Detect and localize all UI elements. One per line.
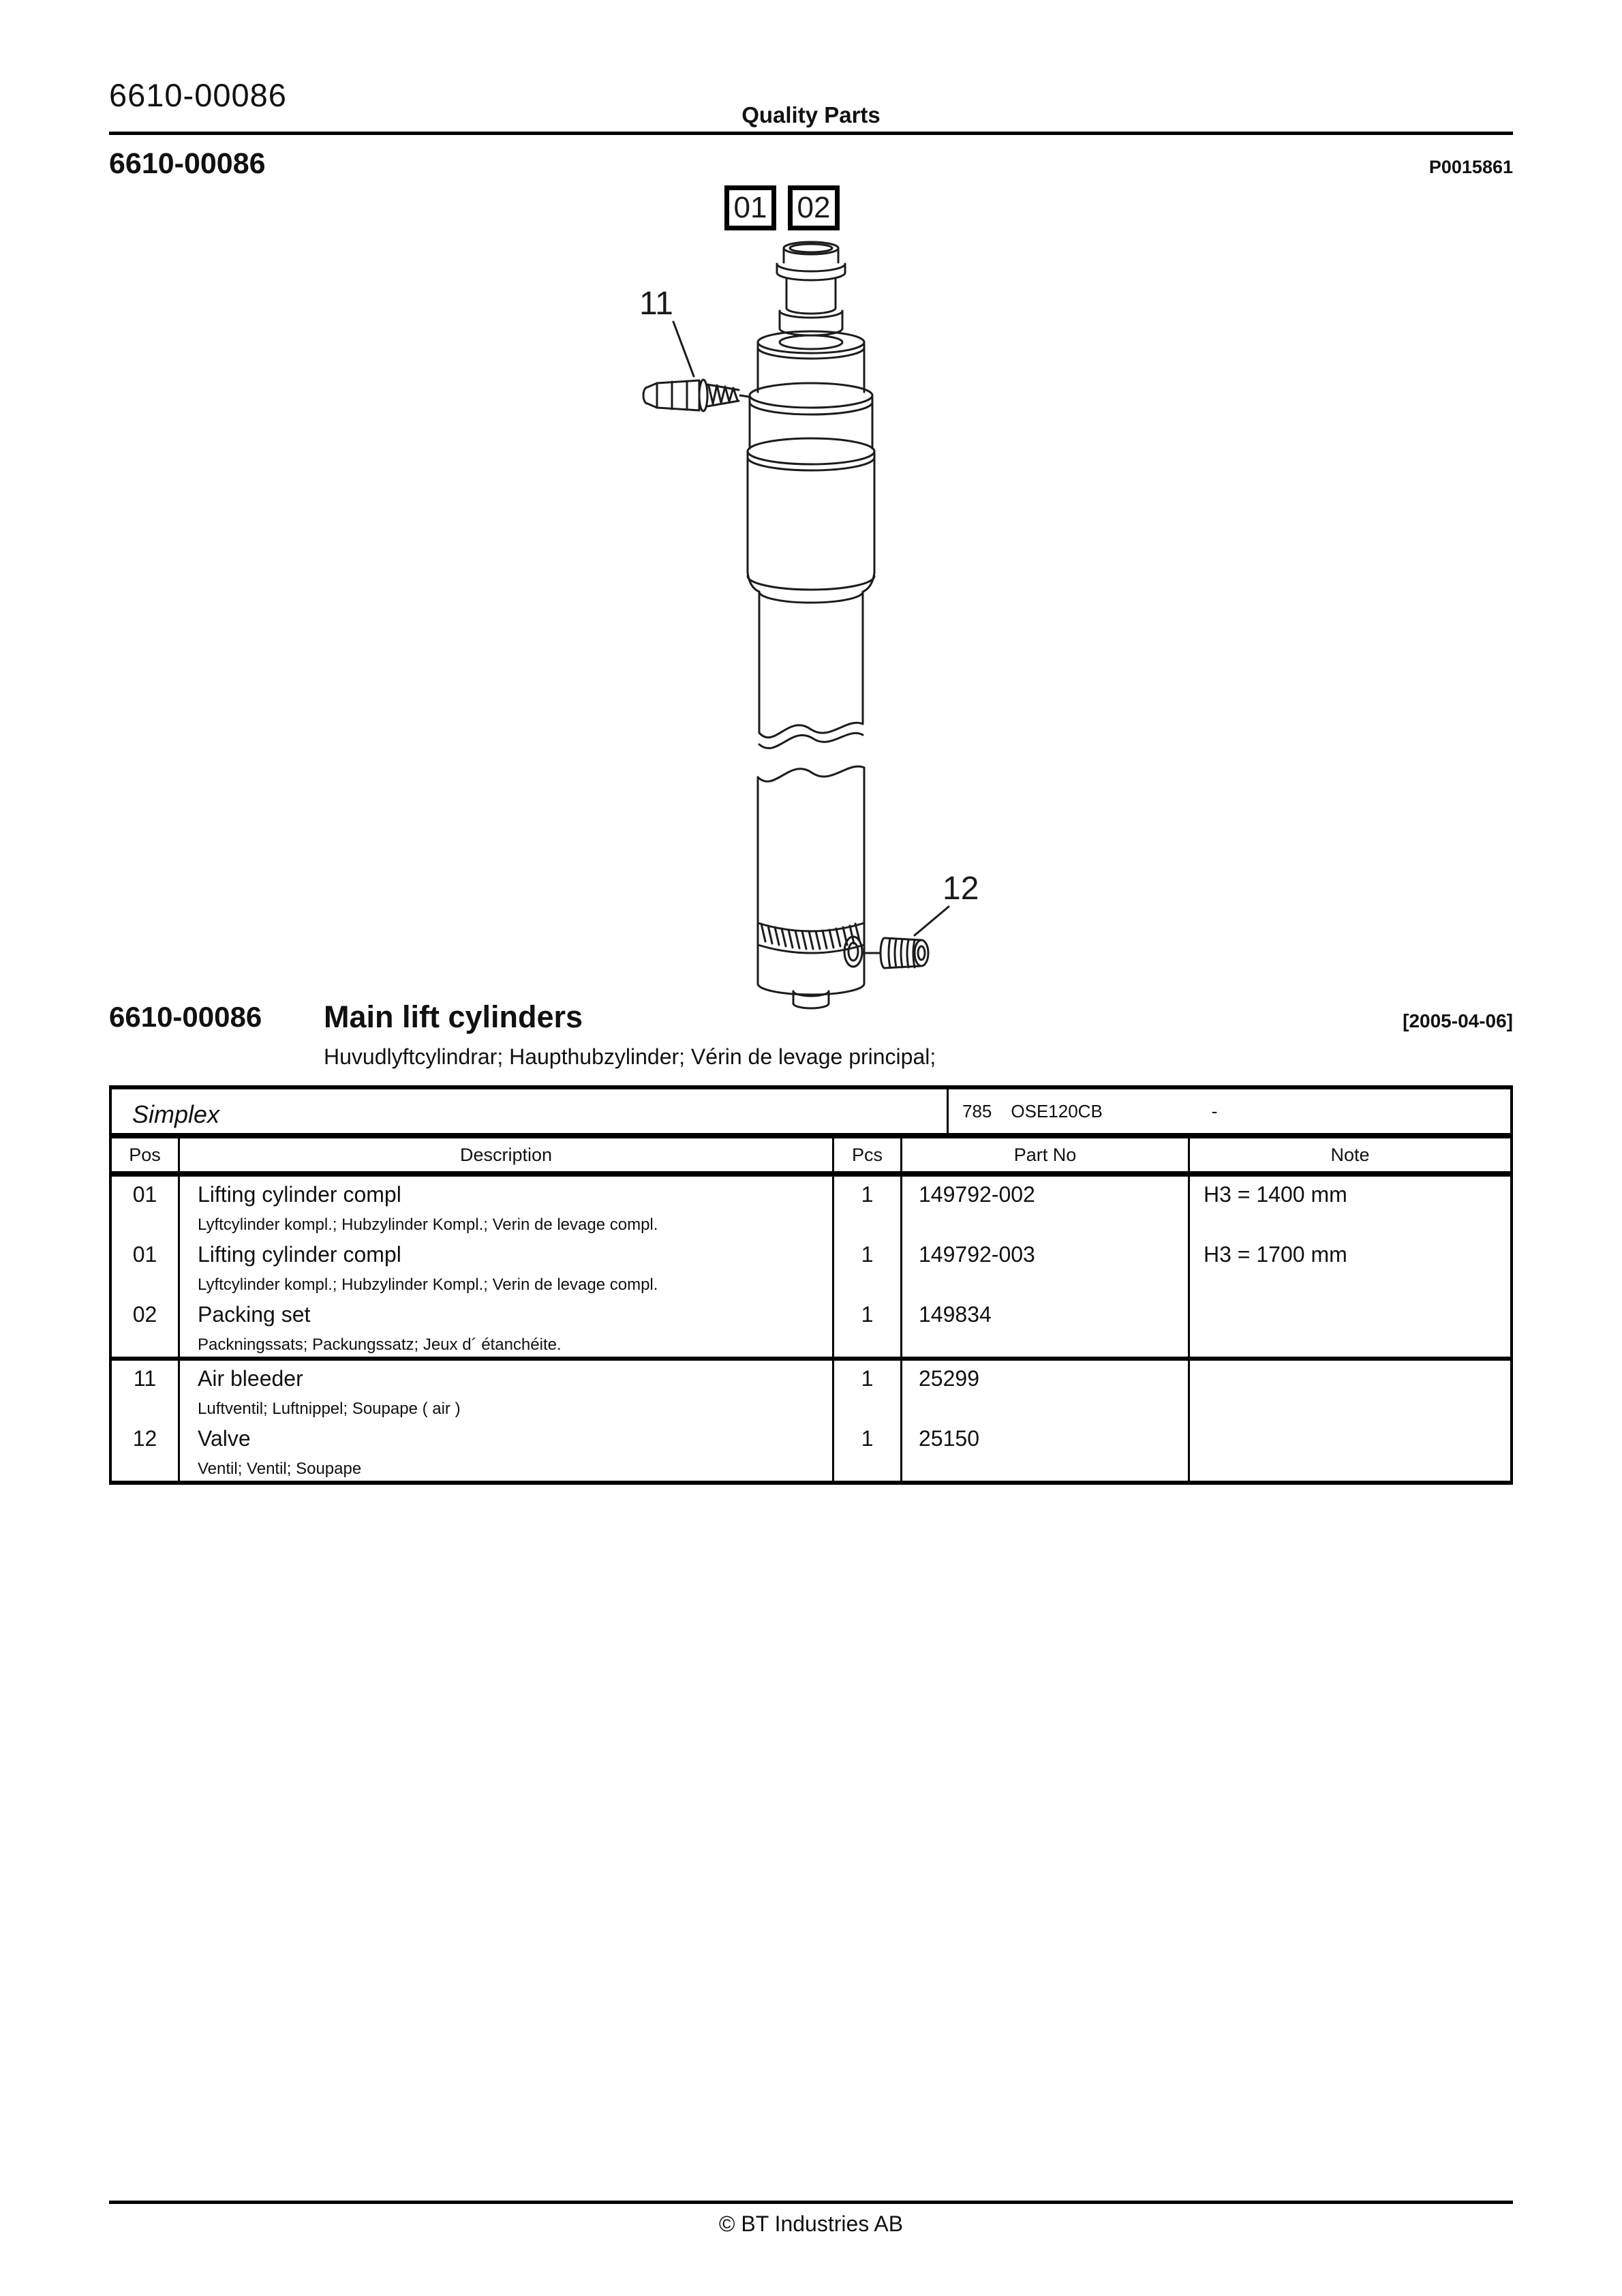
part-no-cell: 149834: [902, 1297, 1190, 1357]
variant-model: OSE120CB: [1011, 1100, 1103, 1121]
page-title: Quality Parts: [741, 102, 881, 127]
pos-cell: 01: [112, 1237, 180, 1297]
col-header-pcs: Pcs: [834, 1138, 902, 1171]
table-row: [112, 1177, 1510, 1237]
note-cell: [1190, 1297, 1510, 1357]
callout-box-01: [724, 185, 776, 230]
note-cell: H3 = 1400 mm: [1204, 1182, 1347, 1207]
section-date: [2005-04-06]: [1403, 1010, 1513, 1031]
section-heading: [109, 995, 1513, 1077]
callout-label-11: 11: [639, 286, 673, 322]
pos-cell: 01: [112, 1177, 180, 1237]
variant-serial: 785: [962, 1100, 992, 1121]
callout-box-02-label: 02: [797, 191, 831, 224]
part-no-cell: 149792-003: [902, 1237, 1190, 1297]
variant-band: [112, 1089, 1510, 1133]
pcs-cell: 1: [834, 1361, 902, 1421]
description-cell: [180, 1361, 834, 1421]
header-rule: [109, 132, 1513, 135]
image-code: P0015861: [1428, 157, 1513, 177]
description-sub: Ventil; Ventil; Soupape: [198, 1460, 362, 1478]
part-no-cell: 25299: [902, 1361, 1190, 1421]
lift-cylinder-diagram: [613, 232, 1022, 1016]
note-cell: [1190, 1421, 1510, 1481]
callout-label-12: 12: [943, 871, 979, 907]
description-cell: [180, 1237, 834, 1297]
variant-serial-range: -: [1211, 1100, 1218, 1121]
separator-double: [112, 1133, 1510, 1138]
col-header-pos: Pos: [112, 1138, 180, 1171]
callout-box-02: [788, 185, 840, 230]
note-cell: H3 = 1700 mm: [1204, 1242, 1347, 1267]
variant-model-cell: [949, 1089, 1510, 1133]
col-header-description: Description: [180, 1138, 834, 1171]
pos-cell: 11: [112, 1361, 180, 1421]
table-row: [112, 1297, 1510, 1357]
description-sub: Luftventil; Luftnippel; Soupape ( air ): [198, 1400, 461, 1418]
pcs-cell: 1: [834, 1237, 902, 1297]
separator-double: [112, 1171, 1510, 1177]
description-sub: Lyftcylinder kompl.; Hubzylinder Kompl.; Verin de levage compl.: [198, 1275, 658, 1294]
table-row: [112, 1361, 1510, 1421]
pcs-cell: 1: [834, 1177, 902, 1237]
part-no-cell: 149792-002: [902, 1177, 1190, 1237]
description-main: Lifting cylinder compl: [198, 1182, 401, 1207]
parts-table: [109, 1085, 1513, 1485]
section-number-header: 6610-00086: [109, 147, 266, 180]
description-sub: Lyftcylinder kompl.; Hubzylinder Kompl.; Verin de levage compl.: [198, 1215, 658, 1234]
note-cell: [1190, 1361, 1510, 1421]
table-row: [112, 1421, 1510, 1481]
description-main: Lifting cylinder compl: [198, 1242, 401, 1267]
copyright: © BT Industries AB: [718, 2211, 904, 2236]
section-title: Main lift cylinders: [324, 999, 583, 1034]
section-subtitle: Huvudlyftcylindrar; Haupthubzylinder; Vérin de levage principal;: [324, 1044, 936, 1069]
col-header-note: Note: [1330, 1144, 1370, 1165]
description-cell: [180, 1421, 834, 1481]
callout-box-01-label: 01: [733, 191, 767, 224]
description-main: Valve: [198, 1426, 251, 1451]
pos-cell: 02: [112, 1297, 180, 1357]
pcs-cell: 1: [834, 1297, 902, 1357]
variant-name: Simplex: [112, 1089, 949, 1133]
description-cell: [180, 1297, 834, 1357]
document-number: 6610-00086: [109, 77, 287, 113]
pos-cell: 12: [112, 1421, 180, 1481]
pcs-cell: 1: [834, 1421, 902, 1481]
table-row: [112, 1237, 1510, 1297]
description-cell: [180, 1177, 834, 1237]
table-header-row: [112, 1138, 1510, 1171]
description-sub: Packningssats; Packungssatz; Jeux d´ étanchéite.: [198, 1335, 562, 1354]
part-no-cell: 25150: [902, 1421, 1190, 1481]
description-main: Packing set: [198, 1302, 311, 1327]
description-main: Air bleeder: [198, 1366, 303, 1391]
col-header-part-no: Part No: [902, 1138, 1190, 1171]
footer-rule: [109, 2201, 1513, 2204]
section-number: 6610-00086: [109, 1001, 262, 1033]
